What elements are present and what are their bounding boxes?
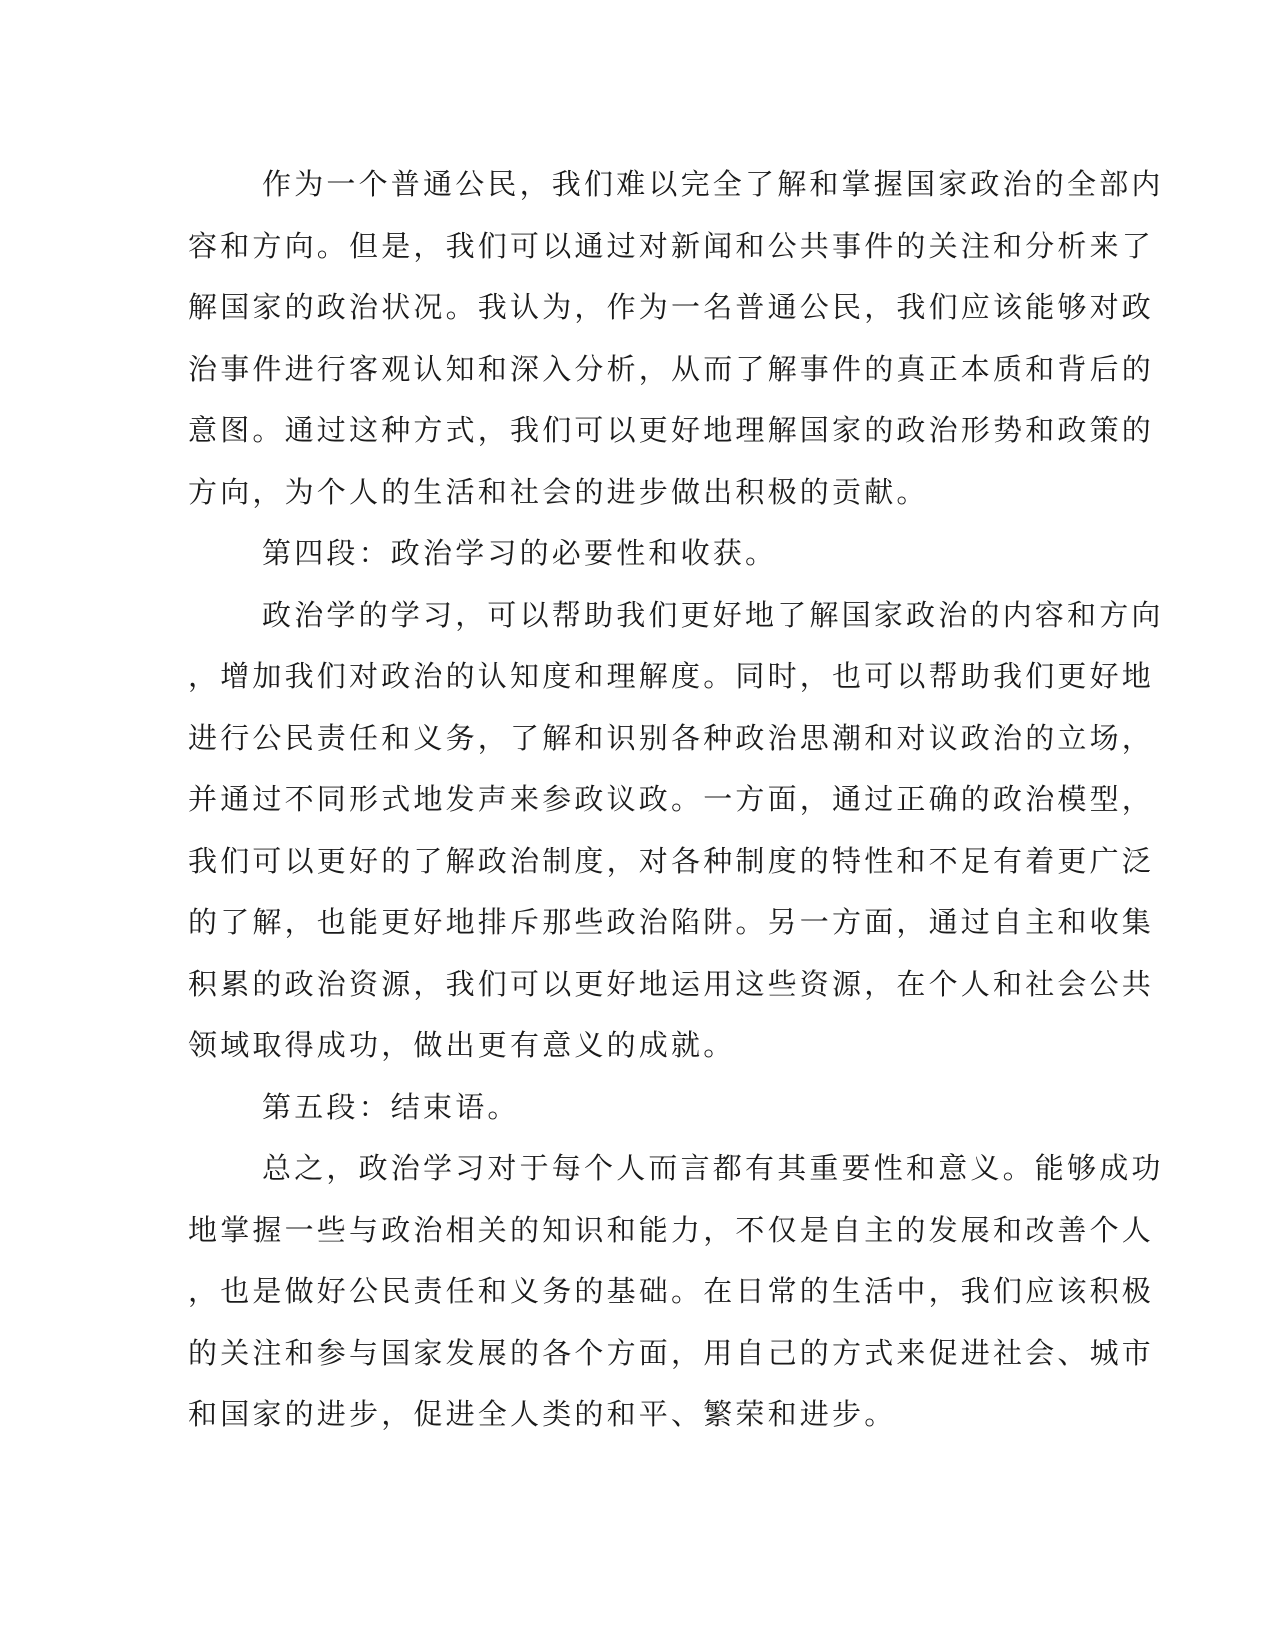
text-line: 解国家的政治状况。我认为，作为一名普通公民，我们应该能够对政 (188, 290, 1155, 324)
section-heading: 第四段：政治学习的必要性和收获。 (262, 536, 778, 570)
text-line: 方向，为个人的生活和社会的进步做出积极的贡献。 (188, 474, 929, 509)
text-line: 的了解，也能更好地排斥那些政治陷阱。另一方面，通过自主和收集 (188, 905, 1155, 939)
text-line: 容和方向。但是，我们可以通过对新闻和公共事件的关注和分析来了 (188, 228, 1155, 263)
text-line: 领域取得成功，做出更有意义的成就。 (188, 1028, 736, 1062)
text-line: ，也是做好公民责任和义务的基础。在日常的生活中，我们应该积极 (188, 1274, 1155, 1308)
text-line: 总之，政治学习对于每个人而言都有其重要性和意义。能够成功 (262, 1151, 1164, 1185)
text-line: 和国家的进步，促进全人类的和平、繁荣和进步。 (188, 1397, 897, 1431)
text-line: 进行公民责任和义务，了解和识别各种政治思潮和对议政治的立场， (188, 720, 1155, 755)
text-line: 的关注和参与国家发展的各个方面，用自己的方式来促进社会、城市 (188, 1335, 1155, 1370)
section-heading: 第五段：结束语。 (262, 1089, 520, 1124)
body-text (188, 162, 1164, 1454)
text-line: 积累的政治资源，我们可以更好地运用这些资源，在个人和社会公共 (188, 966, 1155, 1001)
text-line: 政治学的学习，可以帮助我们更好地了解国家政治的内容和方向 (262, 597, 1164, 632)
text-line: 治事件进行客观认知和深入分析，从而了解事件的真正本质和背后的 (188, 351, 1155, 386)
text-line: 我们可以更好的了解政治制度，对各种制度的特性和不足有着更广泛 (188, 843, 1155, 878)
text-line: 意图。通过这种方式，我们可以更好地理解国家的政治形势和政策的 (188, 413, 1155, 447)
text-line: ，增加我们对政治的认知度和理解度。同时，也可以帮助我们更好地 (188, 659, 1155, 693)
text-line: 地掌握一些与政治相关的知识和能力，不仅是自主的发展和改善个人 (188, 1212, 1155, 1247)
text-line: 并通过不同形式地发声来参政议政。一方面，通过正确的政治模型， (188, 782, 1155, 816)
text-line: 作为一个普通公民，我们难以完全了解和掌握国家政治的全部内 (262, 167, 1164, 201)
